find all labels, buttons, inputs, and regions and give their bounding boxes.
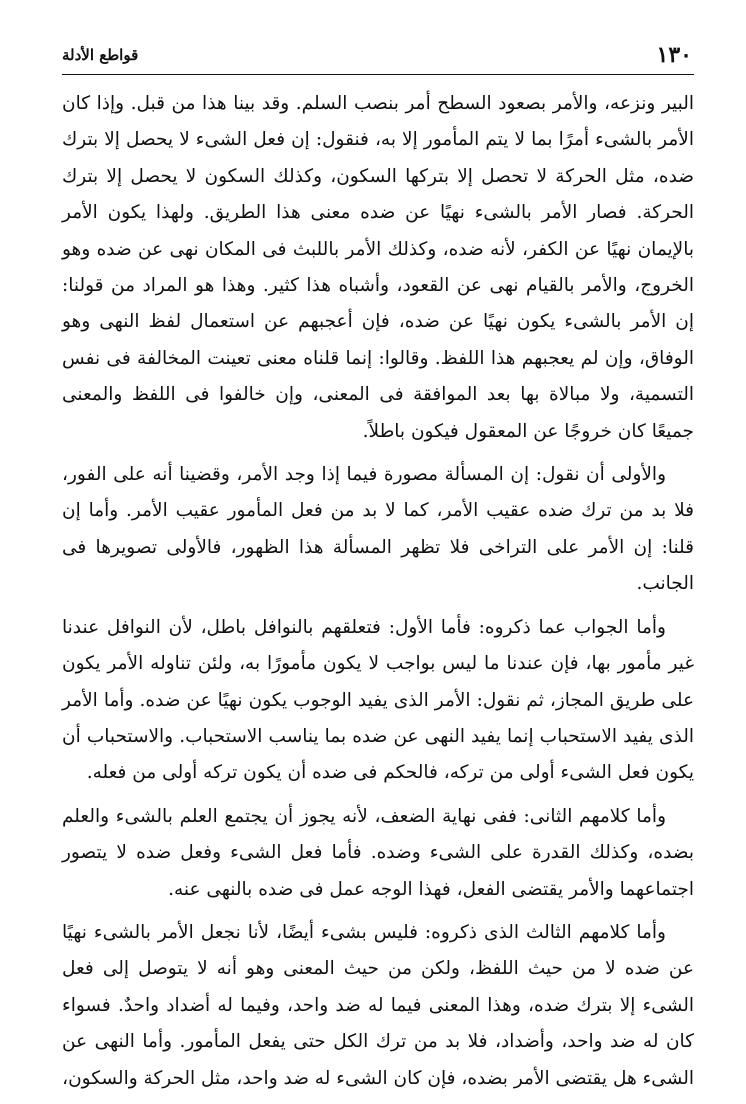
header-rule <box>62 74 694 75</box>
page-header <box>62 42 692 70</box>
paragraph: وأما كلامهم الثانى: ففى نهاية الضعف، لأنه يجوز أن يجتمع العلم بالشىء والعلم بضده، وكذلك القدرة على الشىء وضده. فأما فعل الشىء وفعل ضده لا يتصور اجتماعهما والأمر يقتضى الفعل، فهذا الوجه عمل فى ضده بالنهى عنه. <box>62 805 694 900</box>
paragraph: وأما الجواب عما ذكروه: فأما الأول: فتعلقهم بالنوافل باطل، لأن النوافل عندنا غير مأمور بها، فإن عندنا ما ليس بواجب لا يكون مأمورًا به، ولئن تناوله الأمر يكون على طريق المجاز، ثم نقول: الأمر الذى يفيد الوجوب يكون نهيًا عن ضده. وأما الأمر الذى يفيد الاستحباب إنما يفيد النهى عن ضده بما يناسب الاستحباب. والاستحباب أن يكون فعل الشىء أولى من تركه، فالحكم فى ضده أن يكون تركه أولى من فعله. <box>62 616 694 784</box>
running-title: قواطع الأدلة <box>62 46 139 64</box>
body-text <box>62 86 694 1104</box>
paragraph: البير ونزعه، والأمر بصعود السطح أمر بنصب السلم. وقد بينا هذا من قبل. وإذا كان الأمر بالشىء أمرًا بما لا يتم المأمور إلا به، فنقول: إن فعل الشىء لا يحصل إلا بترك ضده، مثل الحركة لا تحصل إلا بتركها السكون، وكذلك السكون لا يحصل إلا بترك الحركة. فصار الأمر بالشىء نهيًا عن ضده معنى هذا الطريق. ولهذا يكون الأمر بالإيمان نهيًا عن الكفر، لأنه ضده، وكذلك الأمر باللبث فى المكان نهى عن ضده وهو الخروج، والأمر بالقيام نهى عن القعود، وأشباه هذا كثير. وهذا هو المراد من قولنا: إن الأمر بالشىء يكون نهيًا عن ضده، فإن أعجبهم عن استعمال لفظ النهى وهو الوفاق، وإن لم يعجبهم هذا اللفظ. وقالوا: إنما قلناه معنى تعينت المخالفة فى نفس التسمية، ولا مبالاة بها بعد الموافقة فى المعنى، وإن خالفوا فى اللفظ والمعنى جميعًا كان خروجًا عن المعقول فيكون باطلاً. <box>62 93 694 442</box>
paragraph: وأما كلامهم الثالث الذى ذكروه: فليس بشىء أيضًا، لأنا نجعل الأمر بالشىء نهيًا عن ضده لا من حيث اللفظ، ولكن من حيث المعنى وهو أنه لا يتوصل إلى فعل الشىء إلا بترك ضده، وهذا المعنى فيما له ضد واحد، وفيما له أضداد واحدٌ. فسواء كان له ضد واحد، وأضداد، فلا بد من ترك الكل حتى يفعل المأمور. وأما النهى عن الشىء هل يقتضى الأمر بضده، فإن كان الشىء له ضد واحد، مثل الحركة والسكون، <box>62 921 694 1089</box>
paragraph: والأولى أن نقول: إن المسألة مصورة فيما إذا وجد الأمر، وقضينا أنه على الفور، فلا بد من ترك ضده عقيب الأمر، كما لا بد من فعل المأمور عقيب الأمر. وأما إن قلنا: إن الأمر على التراخى فلا تظهر المسألة هذا الظهور، فالأولى تصويرها فى الجانب. <box>62 464 694 595</box>
page-number: ١٣٠ <box>656 42 692 68</box>
